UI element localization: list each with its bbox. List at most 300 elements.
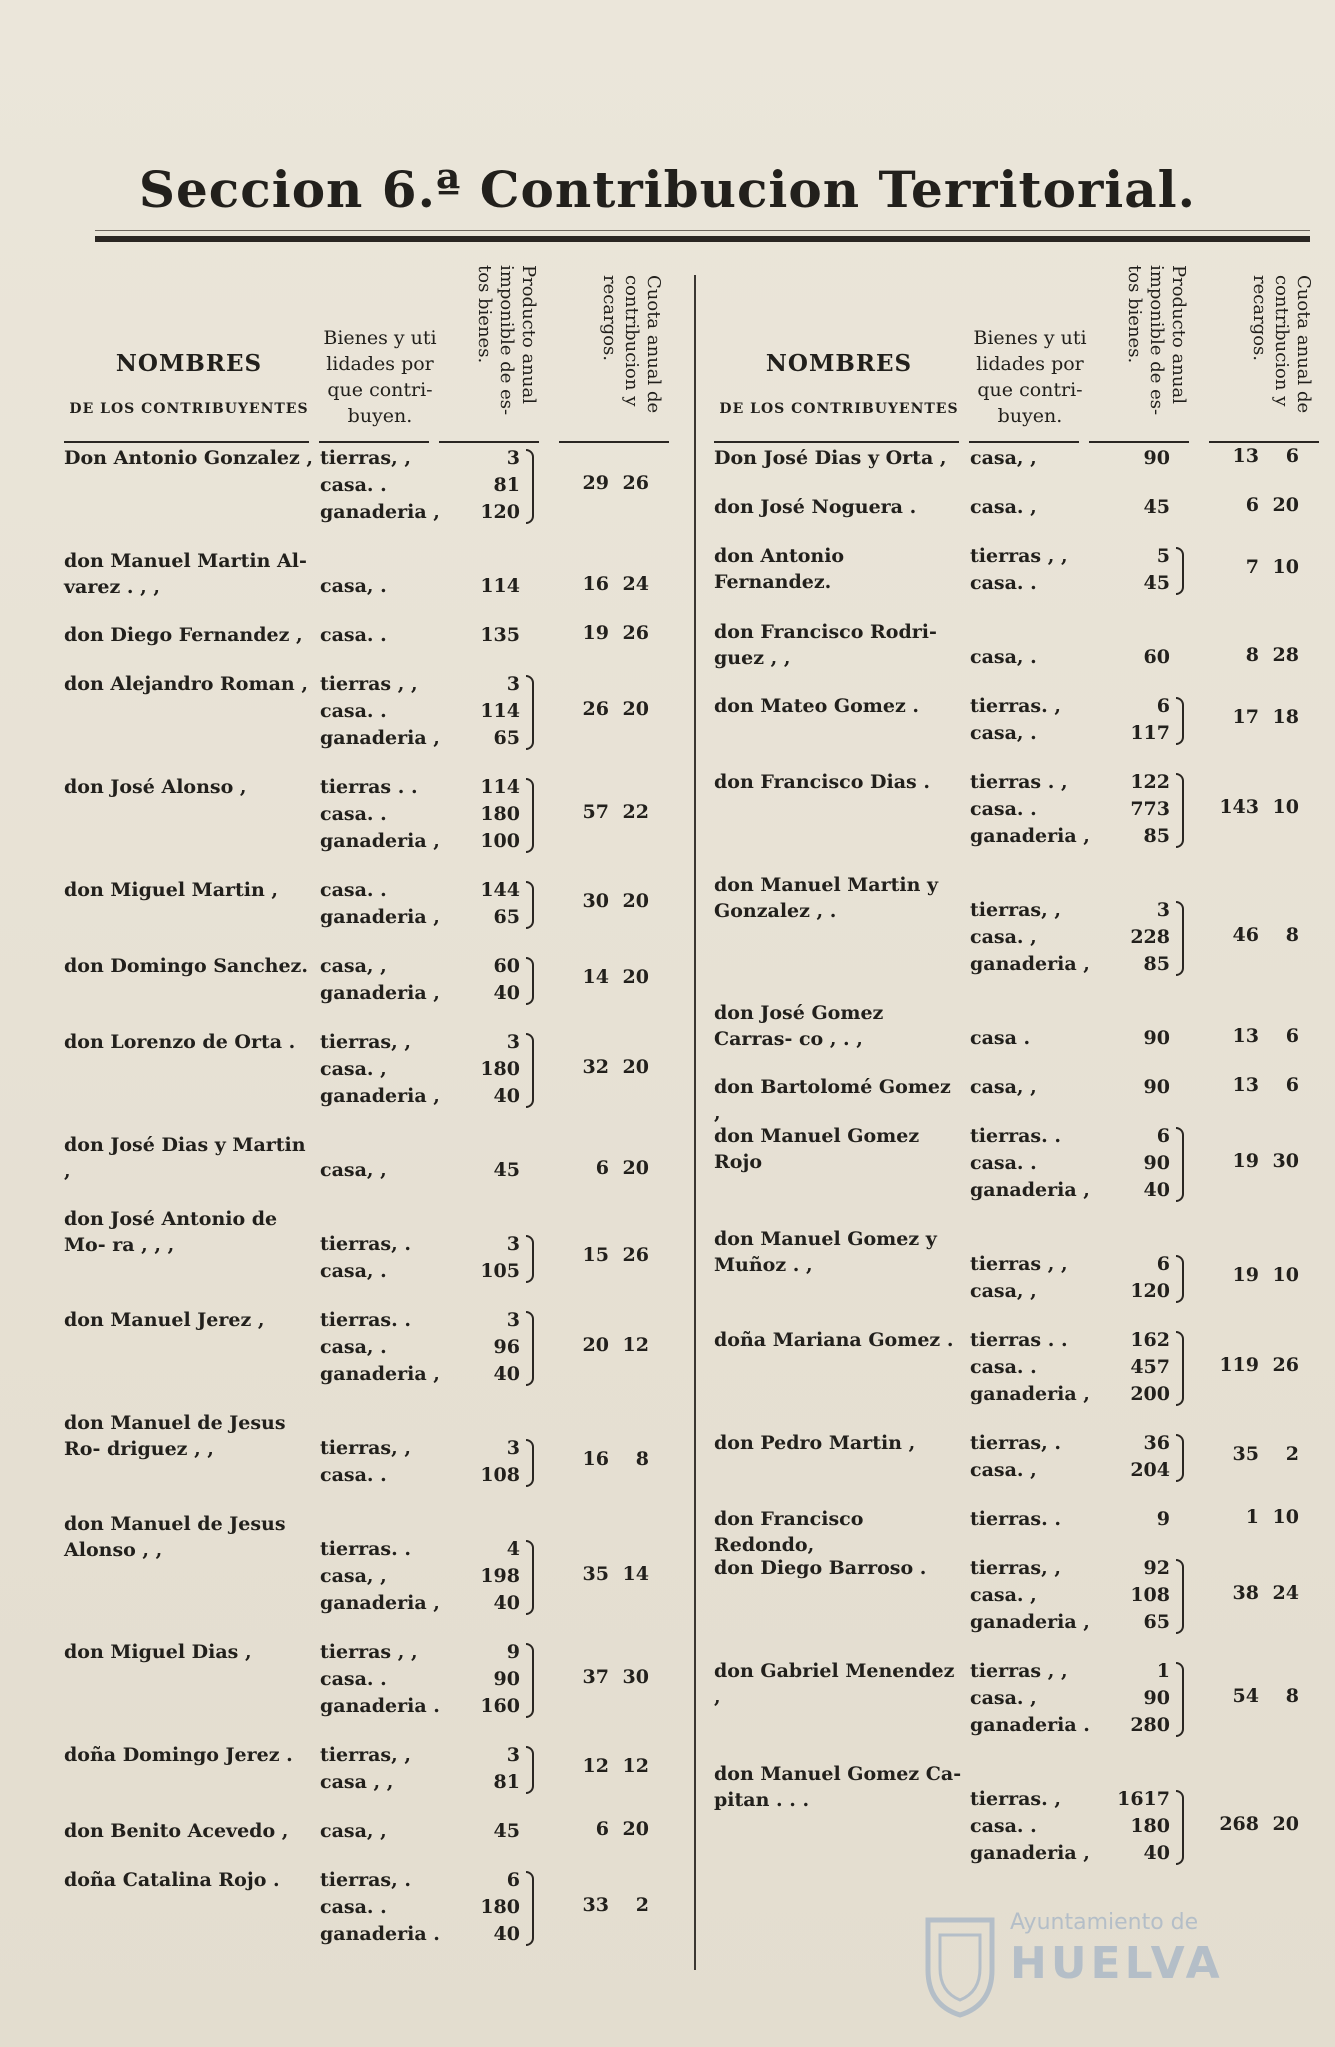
property-kind: ganaderia . [320,1923,440,1945]
cuota-reales: 19 [582,621,609,644]
cuota-reales: 33 [582,1893,609,1916]
property-item [970,1506,1310,1533]
cuota-maravedis: 8 [1285,1684,1299,1707]
header-rule [319,441,429,443]
property-list [970,1658,1310,1739]
contributor-entry [714,872,1319,978]
contributor-name: don Diego Fernandez , [64,624,303,646]
contributor-entry [64,774,669,855]
contributor-entry [64,877,669,931]
property-kind: casa, , [320,1565,387,1587]
contributor-name: doña Catalina Rojo . [64,1869,280,1891]
property-kind: tierras, , [970,1557,1061,1579]
contributor-name: don Domingo Sanchez. [64,955,308,977]
title-rule [95,236,1310,242]
brace-mark [526,778,534,853]
property-value: 457 [1130,1356,1170,1378]
property-item [970,1025,1310,1052]
contributor-entry [714,1123,1319,1204]
property-item [320,828,660,855]
cuota-maravedis: 26 [622,621,649,644]
property-kind: ganaderia , [970,1383,1090,1405]
brace-mark [526,881,534,929]
property-kind: casa. , [970,496,1037,518]
property-item [320,573,660,600]
title-rule-thin [95,230,1310,231]
brace-mark [1176,901,1184,976]
header-bienes: Bienes y uti lidades por que contri- buyen. [323,327,437,427]
property-item [320,1231,660,1258]
property-kind: casa, , [320,1159,387,1181]
property-item [970,1555,1310,1582]
property-value: 204 [1130,1459,1170,1481]
property-list [970,1123,1310,1204]
property-kind: ganaderia , [320,727,440,749]
contributor-entry [714,1073,1319,1124]
property-kind: tierras , , [970,1253,1068,1275]
brace-mark [1176,773,1184,848]
brace-mark [1176,1662,1184,1737]
property-list [970,897,1310,978]
property-value: 9 [506,1641,520,1663]
property-item [970,1150,1310,1177]
property-list [320,671,660,752]
table-header-right [714,255,1319,445]
property-kind: tierras, . [970,1432,1061,1454]
property-item [970,897,1310,924]
header-cuota: Cuota anual de contribucion y recargos. [599,275,664,414]
property-kind: tierras. . [970,1508,1061,1530]
property-value: 40 [1143,1842,1170,1864]
property-item [320,1639,660,1666]
cuota-reales: 7 [1245,556,1259,578]
shield-icon [920,1910,1000,2020]
header-producto: Producto anual imponible de es- tos bienes. [1124,265,1189,416]
property-item [320,801,660,828]
header-bienes: Bienes y uti lidades por que contri- buyen. [973,327,1087,427]
property-item [320,622,660,649]
property-value: 96 [493,1336,520,1358]
brace-mark [526,1311,534,1386]
property-list [970,693,1310,747]
property-kind: ganaderia , [320,501,440,523]
property-list [320,1029,660,1110]
cuota-reales: 57 [582,800,609,823]
cuota-maravedis: 26 [1272,1353,1299,1376]
property-kind: tierras, , [320,1437,411,1459]
cuota-reales: 54 [1232,1684,1259,1707]
property-value: 3 [506,1031,520,1053]
property-value: 180 [480,1058,520,1080]
property-value: 6 [1156,695,1170,717]
property-list [970,1074,1310,1101]
property-value: 114 [480,700,520,722]
contributor-entry [714,1327,1319,1408]
property-value: 180 [480,1896,520,1918]
property-list [320,445,660,526]
property-value: 5 [1156,545,1170,567]
property-value: 60 [493,955,520,977]
property-kind: ganaderia , [320,830,440,852]
property-value: 3 [506,447,520,469]
contributor-name: don Manuel Martin y Gonzalez , . [714,874,939,922]
cuota-maravedis: 26 [622,471,649,494]
cuota-reales: 13 [1232,1073,1259,1096]
cuota-maravedis: 30 [622,1665,649,1688]
brace-mark [526,1033,534,1108]
property-kind: casa, , [970,447,1037,469]
cuota-maravedis: 20 [622,890,649,912]
property-list [320,1536,660,1617]
property-kind: tierras . . [320,776,418,798]
property-value: 114 [480,575,520,597]
property-item [970,1786,1310,1813]
contributor-entry [714,445,1319,472]
property-item [320,472,660,499]
property-kind: casa. . [320,879,387,901]
property-kind: casa. . [320,803,387,825]
property-list [970,1786,1310,1867]
property-item [970,1813,1310,1840]
property-item [970,951,1310,978]
property-kind: casa. . [320,700,387,722]
page-title: Seccion 6.ª Contribucion Territorial. [138,160,1197,219]
property-kind: casa. , [970,1687,1037,1709]
property-value: 65 [493,906,520,928]
contributor-name: don Manuel Gomez Rojo [714,1125,920,1173]
property-item [970,1381,1310,1408]
property-item [970,1609,1310,1636]
property-value: 81 [493,474,520,496]
property-item [320,1867,660,1894]
property-value: 40 [493,1592,520,1614]
property-kind: tierras , , [320,1641,418,1663]
property-kind: casa, , [320,955,387,977]
property-kind: tierras. , [970,1788,1061,1810]
property-kind: casa. . [320,1464,387,1486]
property-kind: casa. . [320,624,387,646]
property-list [320,1307,660,1388]
property-value: 65 [1143,1611,1170,1633]
property-value: 45 [1143,496,1170,518]
cuota-reales: 35 [1232,1443,1259,1465]
contributor-entry [64,1511,669,1617]
property-item [320,1435,660,1462]
property-item [320,774,660,801]
property-list [970,644,1310,671]
contributor-name: don Pedro Martin , [714,1432,916,1454]
property-list [320,622,660,649]
property-item [970,1582,1310,1609]
contributor-name: don Manuel Gomez y Muñoz . , [714,1228,937,1276]
property-kind: tierras, , [320,1744,411,1766]
property-kind: ganaderia . [320,1695,440,1717]
property-item [320,980,660,1007]
cuota-reales: 29 [582,471,609,494]
contributor-entry [64,445,669,526]
property-item [970,720,1310,747]
property-kind: ganaderia , [320,1085,440,1107]
property-item [970,1685,1310,1712]
property-list [320,1639,660,1720]
cuota-maravedis: 10 [1272,795,1299,818]
property-value: 90 [1143,1687,1170,1709]
property-kind: casa. . [970,572,1037,594]
property-item [970,1712,1310,1739]
property-value: 65 [493,727,520,749]
contributor-name: don Manuel Jerez , [64,1309,265,1331]
cuota-maravedis: 8 [635,1448,649,1470]
cuota-reales: 13 [1232,444,1259,467]
header-rule [1089,441,1189,443]
cuota-reales: 26 [582,697,609,720]
contributor-entry [64,622,669,649]
cuota-maravedis: 20 [1272,1812,1299,1835]
property-item [970,1123,1310,1150]
cuota-maravedis: 24 [622,572,649,595]
property-value: 108 [480,1464,520,1486]
contributor-name: doña Mariana Gomez . [714,1329,954,1351]
brace-mark [526,1540,534,1615]
cuota-maravedis: 14 [622,1562,649,1585]
property-value: 40 [493,1363,520,1385]
property-kind: ganaderia , [970,825,1090,847]
property-item [320,499,660,526]
property-value: 90 [1143,1027,1170,1049]
cuota-maravedis: 12 [622,1755,649,1777]
cuota-reales: 19 [1232,1264,1259,1286]
cuota-maravedis: 12 [622,1333,649,1356]
brace-mark [1176,1331,1184,1406]
property-value: 90 [493,1668,520,1690]
contributor-entry [64,1742,669,1796]
property-value: 3 [506,1437,520,1459]
cuota-reales: 46 [1232,923,1259,946]
header-rule [559,441,669,443]
property-kind: casa, . [970,646,1037,668]
property-value: 81 [493,1771,520,1793]
property-value: 6 [506,1869,520,1891]
contributor-entry [714,693,1319,747]
brace-mark [1176,697,1184,745]
contributor-name: don Antonio Fernandez. [714,545,845,593]
property-kind: casa, , [970,1280,1037,1302]
property-value: 773 [1130,798,1170,820]
property-value: 180 [1130,1815,1170,1837]
contributor-name: don Francisco Dias . [714,771,930,793]
property-value: 40 [493,1085,520,1107]
contributor-entry [64,1818,669,1845]
property-value: 45 [1143,572,1170,594]
contributor-entry [64,1132,669,1184]
property-value: 1 [1156,1660,1170,1682]
property-value: 198 [480,1565,520,1587]
property-kind: ganaderia , [970,953,1090,975]
entries-right [714,445,1319,1889]
cuota-maravedis: 20 [622,1156,649,1179]
cuota-reales: 13 [1232,1024,1259,1047]
property-value: 6 [1156,1125,1170,1147]
property-value: 228 [1130,926,1170,948]
property-item [970,769,1310,796]
property-item [970,1251,1310,1278]
contributor-entry [64,1206,669,1285]
property-item [970,924,1310,951]
property-item [970,1658,1310,1685]
property-list [320,573,660,600]
watermark-line1: Ayuntamiento de [1010,1910,1199,1935]
contributor-name: don José Gomez Carras- co , . , [714,1002,884,1050]
contributor-name: don Miguel Dias , [64,1641,252,1663]
contributor-entry [64,548,669,600]
property-value: 200 [1130,1383,1170,1405]
property-kind: casa. . [320,1668,387,1690]
property-item [320,671,660,698]
property-list [970,543,1310,597]
property-item [320,725,660,752]
cuota-reales: 143 [1219,795,1259,818]
property-item [320,904,660,931]
entries-left [64,445,672,1970]
cuota-reales: 37 [582,1665,609,1688]
cuota-reales: 20 [582,1333,609,1356]
right-column [714,255,1319,1889]
brace-mark [1176,1790,1184,1865]
brace-mark [526,1871,534,1946]
contributor-entry [714,1658,1319,1739]
property-kind: casa. , [970,1459,1037,1481]
brace-mark [526,449,534,524]
property-item [970,1840,1310,1867]
property-list [320,1867,660,1948]
cuota-maravedis: 20 [622,966,649,988]
cuota-reales: 16 [582,572,609,595]
column-divider [694,275,696,1970]
property-list [320,1435,660,1489]
property-list [970,1430,1310,1484]
property-value: 40 [493,1923,520,1945]
header-cuota: Cuota anual de contribucion y recargos. [1249,275,1314,414]
property-value: 280 [1130,1714,1170,1736]
property-item [970,823,1310,850]
property-item [970,1430,1310,1457]
property-item [970,693,1310,720]
property-value: 60 [1143,646,1170,668]
property-value: 40 [1143,1179,1170,1201]
cuota-reales: 6 [595,1817,609,1840]
header-nombres-subtitle: DE LOS CONTRIBUYENTES [719,401,959,417]
property-value: 3 [506,673,520,695]
brace-mark [1176,547,1184,595]
header-nombres-title: NOMBRES [115,350,263,377]
property-value: 117 [1130,722,1170,744]
watermark [920,1910,1320,2030]
contributor-name: don José Dias y Martin , [64,1134,306,1182]
contributor-name: don Manuel Gomez Ca- pitan . . . [714,1763,962,1811]
property-value: 3 [506,1233,520,1255]
property-item [320,1462,660,1489]
cuota-maravedis: 2 [635,1893,649,1916]
brace-mark [1176,1559,1184,1634]
cuota-reales: 8 [1245,643,1259,666]
cuota-maravedis: 6 [1285,1024,1299,1047]
brace-mark [1176,1434,1184,1482]
property-value: 3 [1156,899,1170,921]
property-list [970,769,1310,850]
property-kind: casa, . [320,1336,387,1358]
property-kind: casa. . [970,798,1037,820]
brace-mark [1176,1255,1184,1303]
contributor-name: don José Antonio de Mo- ra , , , [64,1208,278,1256]
property-kind: casa . [970,1027,1031,1049]
property-item [970,1278,1310,1305]
property-list [320,1231,660,1285]
property-item [320,1056,660,1083]
contributor-entry [64,953,669,1007]
cuota-reales: 268 [1219,1812,1259,1835]
property-item [970,1327,1310,1354]
property-item [320,1157,660,1184]
property-value: 122 [1130,771,1170,793]
contributor-name: don Benito Acevedo , [64,1820,289,1842]
property-kind: tierras . , [970,771,1068,793]
property-item [320,953,660,980]
property-kind: ganaderia , [320,906,440,928]
cuota-reales: 12 [582,1755,609,1777]
contributor-name: don Mateo Gomez . [714,695,919,717]
cuota-maravedis: 26 [622,1244,649,1266]
contributor-name: don José Noguera . [714,496,917,518]
contributor-name: doña Domingo Jerez . [64,1744,293,1766]
property-kind: casa. . [320,1896,387,1918]
brace-mark [526,957,534,1005]
contributor-name: don José Alonso , [64,776,247,798]
contributor-entry [714,1761,1319,1867]
property-kind: casa. , [320,1058,387,1080]
property-value: 4 [506,1538,520,1560]
property-value: 105 [480,1260,520,1282]
contributor-name: don Diego Barroso . [714,1557,927,1579]
property-value: 45 [493,1820,520,1842]
brace-mark [526,1235,534,1283]
property-list [970,1251,1310,1305]
contributor-name: don Lorenzo de Orta . [64,1031,296,1053]
property-list [970,1555,1310,1636]
cuota-reales: 6 [595,1156,609,1179]
property-item [970,1177,1310,1204]
contributor-name: don Francisco Rodri- guez , , [714,621,937,669]
property-kind: tierras. . [970,1125,1061,1147]
property-kind: ganaderia , [320,982,440,1004]
header-nombres-subtitle: DE LOS CONTRIBUYENTES [69,401,309,417]
contributor-name: don Miguel Martin , [64,879,279,901]
property-value: 3 [506,1309,520,1331]
contributor-entry [64,1867,669,1948]
contributor-name: don Gabriel Menendez , [714,1660,955,1708]
cuota-reales: 19 [1232,1149,1259,1172]
header-nombres [714,350,964,417]
left-column [64,255,672,1970]
property-item [970,543,1310,570]
contributor-name: don Francisco Redondo, [714,1508,864,1556]
property-kind: ganaderia , [970,1179,1090,1201]
property-kind: tierras, , [970,899,1061,921]
property-item [320,877,660,904]
brace-mark [526,1746,534,1794]
property-item [320,1258,660,1285]
property-value: 120 [480,501,520,523]
property-kind: casa. , [970,1584,1037,1606]
